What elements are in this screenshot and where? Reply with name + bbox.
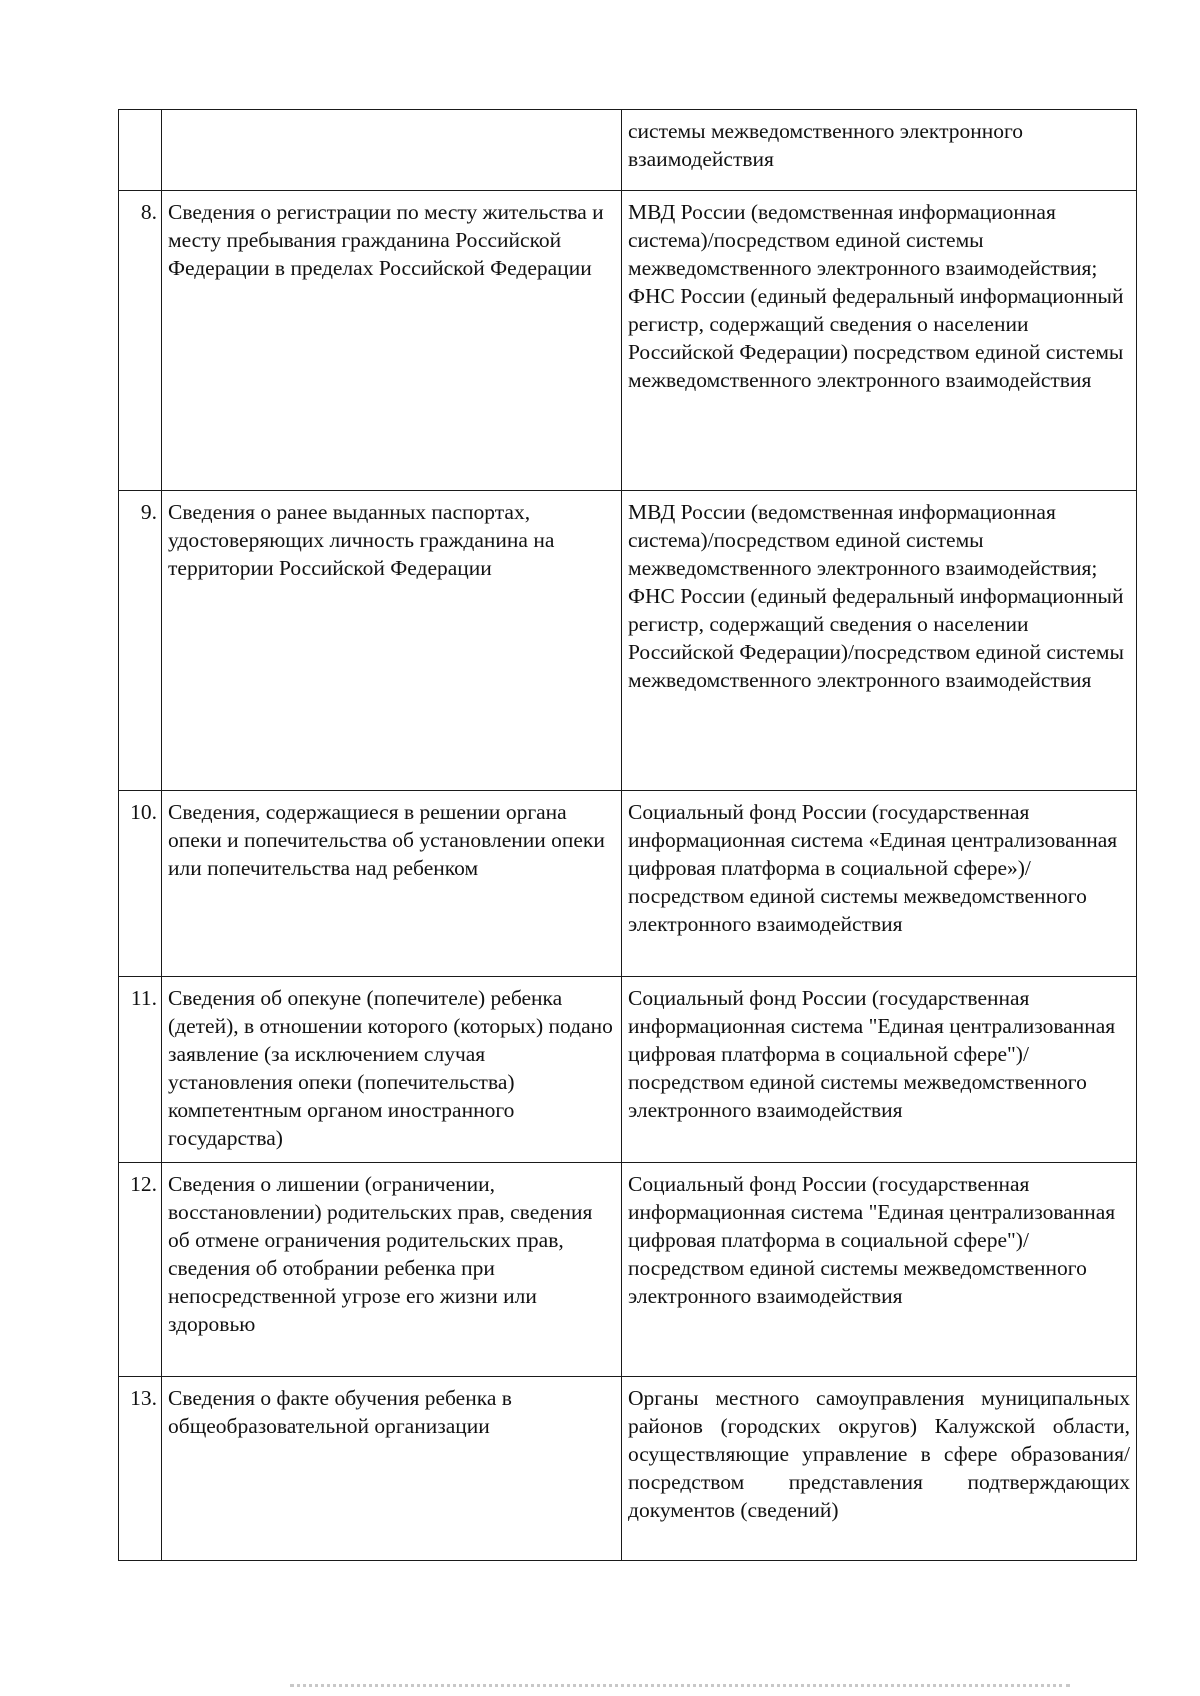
table-row (119, 977, 1137, 1163)
row-description (162, 110, 622, 191)
row-description: Сведения о ранее выданных паспортах, удостоверяющих личность гражданина на территории Российской Федерации (162, 491, 622, 791)
table-row (119, 1163, 1137, 1377)
row-source: системы межведомственного электронного взаимодействия (622, 110, 1137, 191)
row-number: 13. (119, 1377, 162, 1561)
table-row (119, 491, 1137, 791)
row-number: 10. (119, 791, 162, 977)
row-description: Сведения о регистрации по месту жительства и месту пребывания гражданина Российской Федерации в пределах Российской Федерации (162, 191, 622, 491)
scan-footer-mark (290, 1684, 1070, 1693)
row-description: Сведения, содержащиеся в решении органа опеки и попечительства об установлении опеки или попечительства над ребенком (162, 791, 622, 977)
table-row (119, 110, 1137, 191)
table-row (119, 191, 1137, 491)
row-description: Сведения об опекуне (попечителе) ребенка (детей), в отношении которого (которых) подано заявление (за исключением случая установления опеки (попечительства) компетентным органом иностранного государства) (162, 977, 622, 1163)
table-row (119, 1377, 1137, 1561)
row-description: Сведения о факте обучения ребенка в общеобразовательной организации (162, 1377, 622, 1561)
row-number: 11. (119, 977, 162, 1163)
row-number (119, 110, 162, 191)
row-source: Социальный фонд России (государственная информационная система «Единая централизованная цифровая платформа в социальной сфере»)/посредством единой системы межведомственного электронного взаимодействия (622, 791, 1137, 977)
row-source: МВД России (ведомственная информационная система)/посредством единой системы межведомственного электронного взаимодействия; ФНС России (единый федеральный информационный регистр, содержащий сведения о населении Российской Федерации) посредством единой системы межведомственного электронного взаимодействия (622, 191, 1137, 491)
row-number: 9. (119, 491, 162, 791)
row-number: 12. (119, 1163, 162, 1377)
table-row (119, 791, 1137, 977)
row-source: Социальный фонд России (государственная информационная система "Единая централизованная цифровая платформа в социальной сфере")/посредством единой системы межведомственного электронного взаимодействия (622, 977, 1137, 1163)
row-number: 8. (119, 191, 162, 491)
row-description: Сведения о лишении (ограничении, восстановлении) родительских прав, сведения об отмене ограничения родительских прав, сведения об отобрании ребенка при непосредственной угрозе его жизни или здоровью (162, 1163, 622, 1377)
row-source: Социальный фонд России (государственная информационная система "Единая централизованная цифровая платформа в социальной сфере")/посредством единой системы межведомственного электронного взаимодействия (622, 1163, 1137, 1377)
data-sources-table (118, 109, 1137, 1561)
row-source: Органы местного самоуправления муниципальных районов (городских округов) Калужской области, осуществляющие управление в сфере образования/ посредством представления подтверждающих документов (сведений) (622, 1377, 1137, 1561)
row-source: МВД России (ведомственная информационная система)/посредством единой системы межведомственного электронного взаимодействия; ФНС России (единый федеральный информационный регистр, содержащий сведения о населении Российской Федерации)/посредством единой системы межведомственного электронного взаимодействия (622, 491, 1137, 791)
